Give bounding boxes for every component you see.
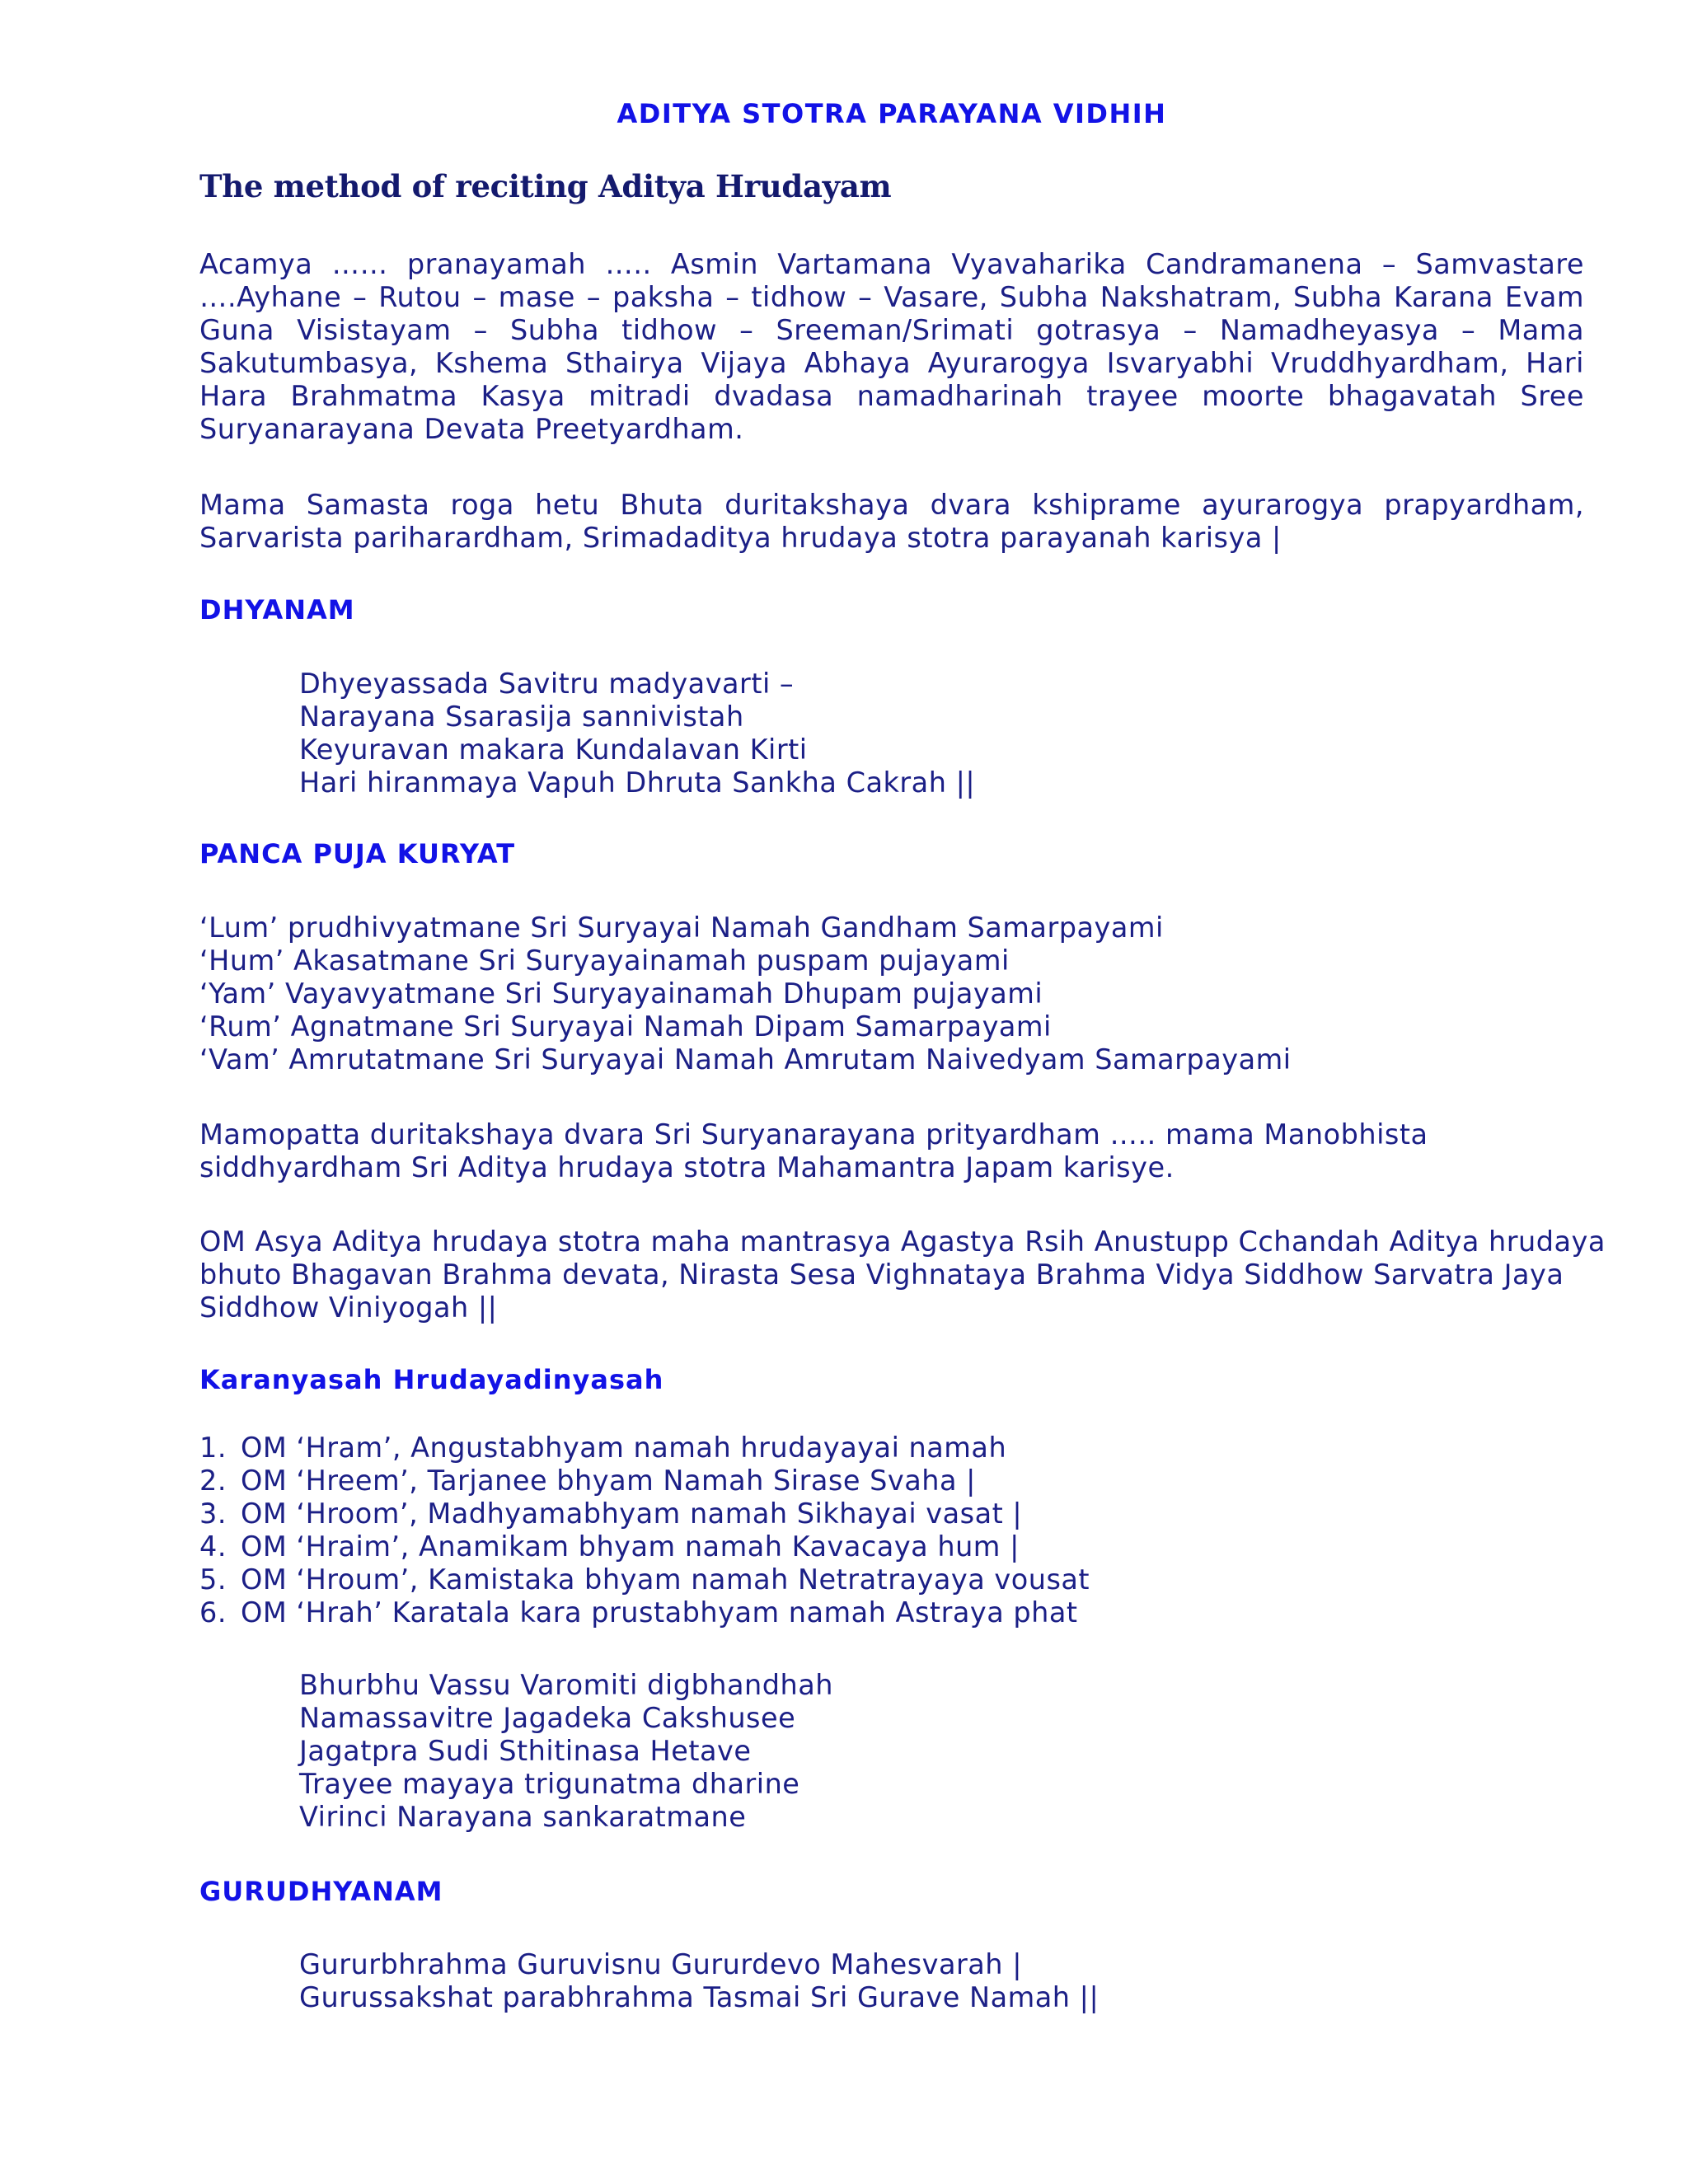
list-number: 1.: [199, 1432, 227, 1464]
list-text: OM ‘Hreem’, Tarjanee bhyam Namah Sirase Svaha |: [241, 1465, 976, 1497]
karanyasah-list: [199, 1432, 1090, 1629]
list-number: 3.: [199, 1497, 227, 1530]
verse-line: Gururbhrahma Guruvisnu Gururdevo Mahesvarah |: [299, 1948, 1022, 1980]
list-text: OM ‘Hroum’, Kamistaka bhyam namah Netratrayaya vousat: [241, 1563, 1090, 1596]
list-number: 5.: [199, 1563, 227, 1596]
list-item: [199, 1465, 1090, 1497]
paragraph-line: bhuto Bhagavan Brahma devata, Nirasta Sesa Vighnataya Brahma Vidya Siddhow Sarvatra Jaya: [199, 1258, 1564, 1291]
puja-line: ‘Lum’ prudhivyatmane Sri Suryayai Namah Gandham Samarpayami: [199, 912, 1164, 944]
panca-puja-lines: [199, 912, 1584, 1076]
list-item: [199, 1432, 1090, 1465]
mamopatta-paragraph: [199, 1118, 1584, 1184]
list-text: OM ‘Hraim’, Anamikam bhyam namah Kavacaya hum |: [241, 1530, 1020, 1563]
puja-line: ‘Vam’ Amrutatmane Sri Suryayai Namah Amrutam Naivedyam Samarpayami: [199, 1043, 1292, 1076]
list-item: [199, 1497, 1090, 1530]
gurudhyanam-heading: GURUDHYANAM: [199, 1876, 443, 1907]
list-item: [199, 1530, 1090, 1563]
list-number: 4.: [199, 1530, 227, 1563]
om-asya-paragraph: [199, 1226, 1606, 1324]
verse-line: Keyuravan makara Kundalavan Kirti: [299, 733, 808, 766]
panca-puja-heading: PANCA PUJA KURYAT: [199, 838, 516, 869]
verse-line: Trayee mayaya trigunatma dharine: [299, 1768, 800, 1800]
paragraph-line: siddhyardham Sri Aditya hrudaya stotra Mahamantra Japam karisye.: [199, 1151, 1175, 1183]
verse-line: Narayana Ssarasija sannivistah: [299, 701, 744, 733]
verse-line: Hari hiranmaya Vapuh Dhruta Sankha Cakrah ||: [299, 766, 976, 799]
list-text: OM ‘Hroom’, Madhyamabhyam namah Sikhayai vasat |: [241, 1497, 1023, 1530]
paragraph-line: OM Asya Aditya hrudaya stotra maha mantrasya Agastya Rsih Anustupp Cchandah Aditya hrudaya: [199, 1226, 1606, 1258]
list-number: 2.: [199, 1465, 227, 1497]
karanyasah-heading: Karanyasah Hrudayadinyasah: [199, 1364, 664, 1395]
dhyanam-verse: [299, 668, 975, 799]
verse-line: Bhurbhu Vassu Varomiti digbhandhah: [299, 1669, 833, 1701]
list-text: OM ‘Hram’, Angustabhyam namah hrudayayai namah: [241, 1432, 1007, 1464]
verse-line: Jagatpra Sudi Sthitinasa Hetave: [299, 1735, 752, 1767]
list-item: [199, 1596, 1090, 1629]
karanyasah-verse: [299, 1669, 833, 1834]
document-title: ADITYA STOTRA PARAYANA VIDHIH: [617, 98, 1167, 129]
puja-line: ‘Hum’ Akasatmane Sri Suryayainamah puspam pujayami: [199, 944, 1010, 977]
verse-line: Dhyeyassada Savitru madyavarti –: [299, 668, 795, 700]
puja-line: ‘Rum’ Agnatmane Sri Suryayai Namah Dipam Samarpayami: [199, 1010, 1052, 1043]
list-item: [199, 1563, 1090, 1596]
paragraph-line: Siddhow Viniyogah ||: [199, 1291, 498, 1324]
gurudhyanam-verse: [299, 1948, 1099, 2014]
list-text: OM ‘Hrah’ Karatala kara prustabhyam namah Astraya phat: [241, 1596, 1078, 1629]
verse-line: Namassavitre Jagadeka Cakshusee: [299, 1702, 796, 1734]
verse-line: Gurussakshat parabhrahma Tasmai Sri Gurave Namah ||: [299, 1981, 1100, 2013]
verse-line: Virinci Narayana sankaratmane: [299, 1801, 747, 1833]
paragraph-line: Mamopatta duritakshaya dvara Sri Suryanarayana prityardham ….. mama Manobhista: [199, 1118, 1428, 1151]
document-subtitle: The method of reciting Aditya Hrudayam: [199, 168, 892, 204]
intro-paragraph-sankalpa: Acamya …… pranayamah ….. Asmin Vartamana Vyavaharika Candramanena – Samvastare ….Ayhane – Rutou – mase – paksha – tidhow – Vasare, Subha Nakshatram, Subha Karana Evam Guna Visistayam – Subha tidhow – Sreeman/Srimati gotrasya – Namadheyasya – Mama Sakutumbasya, Kshema Sthairya Vijaya Abhaya Ayurarogya Isvaryabhi Vruddhyardham, Hari Hara Brahmatma Kasya mitradi dvadasa namadharinah trayee moorte bhagavatah Sree Suryanarayana Devata Preetyardham.: [199, 248, 1584, 445]
list-number: 6.: [199, 1596, 227, 1629]
intro-paragraph-mama-samasta: Mama Samasta roga hetu Bhuta duritakshaya dvara kshiprame ayurarogya prapyardham, Sarvarista pariharardham, Srimadaditya hrudaya stotra parayanah karisya |: [199, 489, 1584, 554]
dhyanam-heading: DHYANAM: [199, 594, 355, 626]
puja-line: ‘Yam’ Vayavyatmane Sri Suryayainamah Dhupam pujayami: [199, 977, 1043, 1010]
